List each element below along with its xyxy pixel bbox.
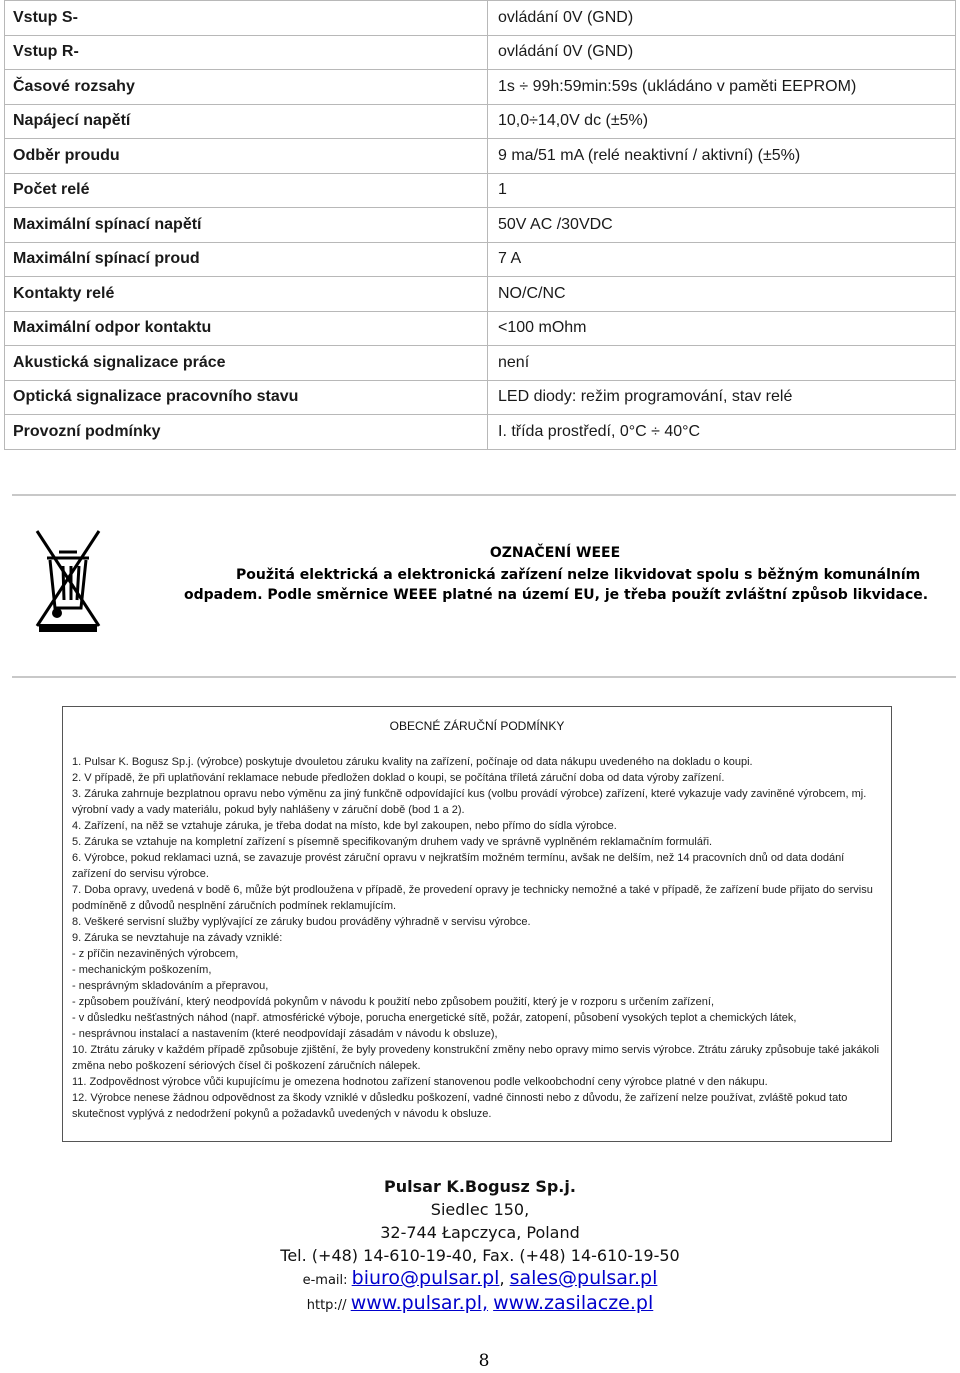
spec-label: Odběr proudu	[5, 139, 488, 174]
spec-value: 1s ÷ 99h:59min:59s (ukládáno v paměti EEPROM)	[488, 70, 956, 105]
warranty-item: 4. Zařízení, na něž se vztahuje záruka, je třeba dodat na místo, kde byl zakoupen, nebo přímo do sídla výrobce.	[72, 820, 617, 832]
spec-row	[5, 277, 956, 312]
spec-value: I. třída prostředí, 0°C ÷ 40°C	[488, 415, 956, 450]
warranty-item: - způsobem používání, který neodpovídá pokynům v návodu k použití nebo způsobem použití, který je v rozporu s určením zařízení,	[72, 996, 715, 1008]
weee-title: OZNAČENÍ WEEE	[489, 545, 621, 561]
spec-value: ovládání 0V (GND)	[488, 1, 956, 36]
warranty-item: 9. Záruka se nevztahuje na závady vzniklé:	[72, 932, 283, 944]
company-name: Pulsar K.Bogusz Sp.j.	[384, 1177, 576, 1196]
warranty-item: 12. Výrobce nenese žádnou odpovědnost za škody vzniklé v důsledku poškození, vadné činnosti nebo z důvodu, že zařízení nelze používat, zvláště pokud tato skutečnost vyplývá z nedodržení pokynů a požadavků uvedených v návodu k obsluze.	[72, 1092, 848, 1120]
warranty-item: - mechanickým poškozením,	[72, 964, 212, 976]
spec-value: 50V AC /30VDC	[488, 208, 956, 243]
spec-row	[5, 35, 956, 70]
spec-value: <100 mOhm	[488, 311, 956, 346]
web-link-zasilacze[interactable]: www.zasilacze.pl	[493, 1292, 654, 1314]
email-link-sales[interactable]: sales@pulsar.pl	[509, 1267, 658, 1289]
weee-text	[184, 565, 944, 605]
spec-row	[5, 1, 956, 36]
warranty-item: 8. Veškeré servisní služby vyplývající ze záruky budou prováděny výhradně v servisu výrobce.	[72, 916, 531, 928]
web-line	[0, 1292, 960, 1317]
spec-row	[5, 311, 956, 346]
spec-label: Časové rozsahy	[5, 70, 488, 105]
email-label: e-mail:	[302, 1273, 352, 1288]
spec-label: Maximální odpor kontaktu	[5, 311, 488, 346]
spec-row	[5, 415, 956, 450]
warranty-item: 1. Pulsar K. Bogusz Sp.j. (výrobce) poskytuje dvouletou záruku kvality na zařízení, počínaje od data nákupu uvedeného na dokladu o koupi.	[72, 756, 753, 768]
spec-row	[5, 346, 956, 381]
spec-row	[5, 208, 956, 243]
spec-value: ovládání 0V (GND)	[488, 35, 956, 70]
warranty-item: 2. V případě, že při uplatňování reklamace nebude předložen doklad o koupi, se počítána tříletá záruční doba od data výroby zařízení.	[72, 772, 725, 784]
spec-label: Počet relé	[5, 173, 488, 208]
weee-text-line-1: Použitá elektrická a elektronická zařízení nelze likvidovat spolu s běžným komunálním	[236, 567, 921, 583]
spec-row	[5, 173, 956, 208]
spec-label: Vstup R-	[5, 35, 488, 70]
email-line	[0, 1267, 960, 1292]
spec-label: Napájecí napětí	[5, 104, 488, 139]
warranty-item: 5. Záruka se vztahuje na kompletní zařízení s písemně specifikovaným druhem vady ve správně vyplněném reklamačním formuláři.	[72, 836, 713, 848]
spec-value: 7 A	[488, 242, 956, 277]
spec-label: Provozní podmínky	[5, 415, 488, 450]
warranty-item: - z příčin nezaviněných výrobcem,	[72, 948, 239, 960]
page-number: 8	[478, 1351, 490, 1371]
warranty-item: 11. Zodpovědnost výrobce vůči kupujícímu je omezena hodnotou zařízení stanovenou podle velkoobchodní ceny výrobce platné v den nákupu.	[72, 1076, 768, 1088]
warranty-item: - v důsledku nešťastných náhod (např. atmosférické výboje, porucha energetické sítě, požár, zatopení, působení vysokých teplot a chemických látek,	[72, 1012, 797, 1024]
separator-line	[12, 676, 956, 678]
specifications-table	[4, 0, 956, 450]
spec-value: 1	[488, 173, 956, 208]
spec-value: LED diody: režim programování, stav relé	[488, 380, 956, 415]
spec-label: Maximální spínací proud	[5, 242, 488, 277]
spec-row	[5, 70, 956, 105]
email-link-biuro[interactable]: biuro@pulsar.pl	[351, 1267, 500, 1289]
spec-value: 10,0÷14,0V dc (±5%)	[488, 104, 956, 139]
warranty-item: - nesprávnou instalací a nastavením (které neodpovídají zásadám v návodu k obsluze),	[72, 1028, 498, 1040]
spec-label: Kontakty relé	[5, 277, 488, 312]
weee-text-line-2: odpadem. Podle směrnice WEEE platné na území EU, je třeba použít zvláštní způsob likvidace.	[184, 587, 929, 603]
address-street: Siedlec 150,	[430, 1200, 530, 1219]
spec-label: Maximální spínací napětí	[5, 208, 488, 243]
crossed-out-wheelie-bin-icon	[33, 528, 103, 634]
email-separator: ,	[499, 1269, 510, 1288]
address-city: 32-744 Łapczyca, Poland	[380, 1223, 580, 1242]
spec-label: Vstup S-	[5, 1, 488, 36]
spec-row	[5, 104, 956, 139]
spec-label: Optická signalizace pracovního stavu	[5, 380, 488, 415]
warranty-list	[72, 754, 884, 1122]
spec-value: není	[488, 346, 956, 381]
spec-value: 9 ma/51 mA (relé neaktivní / aktivní) (±5%)	[488, 139, 956, 174]
company-address	[0, 1175, 960, 1317]
web-label: http://	[306, 1298, 351, 1313]
warranty-item: - nesprávným skladováním a přepravou,	[72, 980, 269, 992]
warranty-item: 10. Ztrátu záruky v každém případě způsobuje zjištění, že byly provedeny konstrukční změny nebo opravy mimo servis výrobce. Ztrátu záruky způsobuje také jakákoli změna nebo poškození sériových čísel či poškození záručních nálepek.	[72, 1044, 880, 1072]
warranty-title: OBECNÉ ZÁRUČNÍ PODMÍNKY	[389, 719, 565, 733]
separator-line	[12, 494, 956, 496]
spec-row	[5, 242, 956, 277]
spec-label: Akustická signalizace práce	[5, 346, 488, 381]
warranty-item: 3. Záruka zahrnuje bezplatnou opravu nebo výměnu za jiný funkčně odpovídající kus (volbu provádí výrobce) zařízení, které vykazuje vady zaviněné výrobcem, mj. výrobní vady a vady materiálu, pokud byly nahlášeny v záruční době (bod 1 a 2).	[72, 788, 867, 816]
spec-row	[5, 380, 956, 415]
spec-value: NO/C/NC	[488, 277, 956, 312]
web-link-pulsar[interactable]: www.pulsar.pl,	[350, 1292, 489, 1314]
warranty-box	[62, 706, 892, 1142]
spec-row	[5, 139, 956, 174]
phone-fax: Tel. (+48) 14-610-19-40, Fax. (+48) 14-610-19-50	[280, 1246, 680, 1265]
warranty-item: 6. Výrobce, pokud reklamaci uzná, se zavazuje provést záruční opravu v nejkratším možném termínu, avšak ne delším, než 14 pracovních dnů od data dodání zařízení do servisu výrobce.	[72, 852, 845, 880]
warranty-item: 7. Doba opravy, uvedená v bodě 6, může být prodloužena v případě, že provedení opravy je technicky nemožné a také v případě, že zařízení bude přijato do servisu podmíněně z důvodů nesplnění záručních podmínek reklamujícím.	[72, 884, 873, 912]
